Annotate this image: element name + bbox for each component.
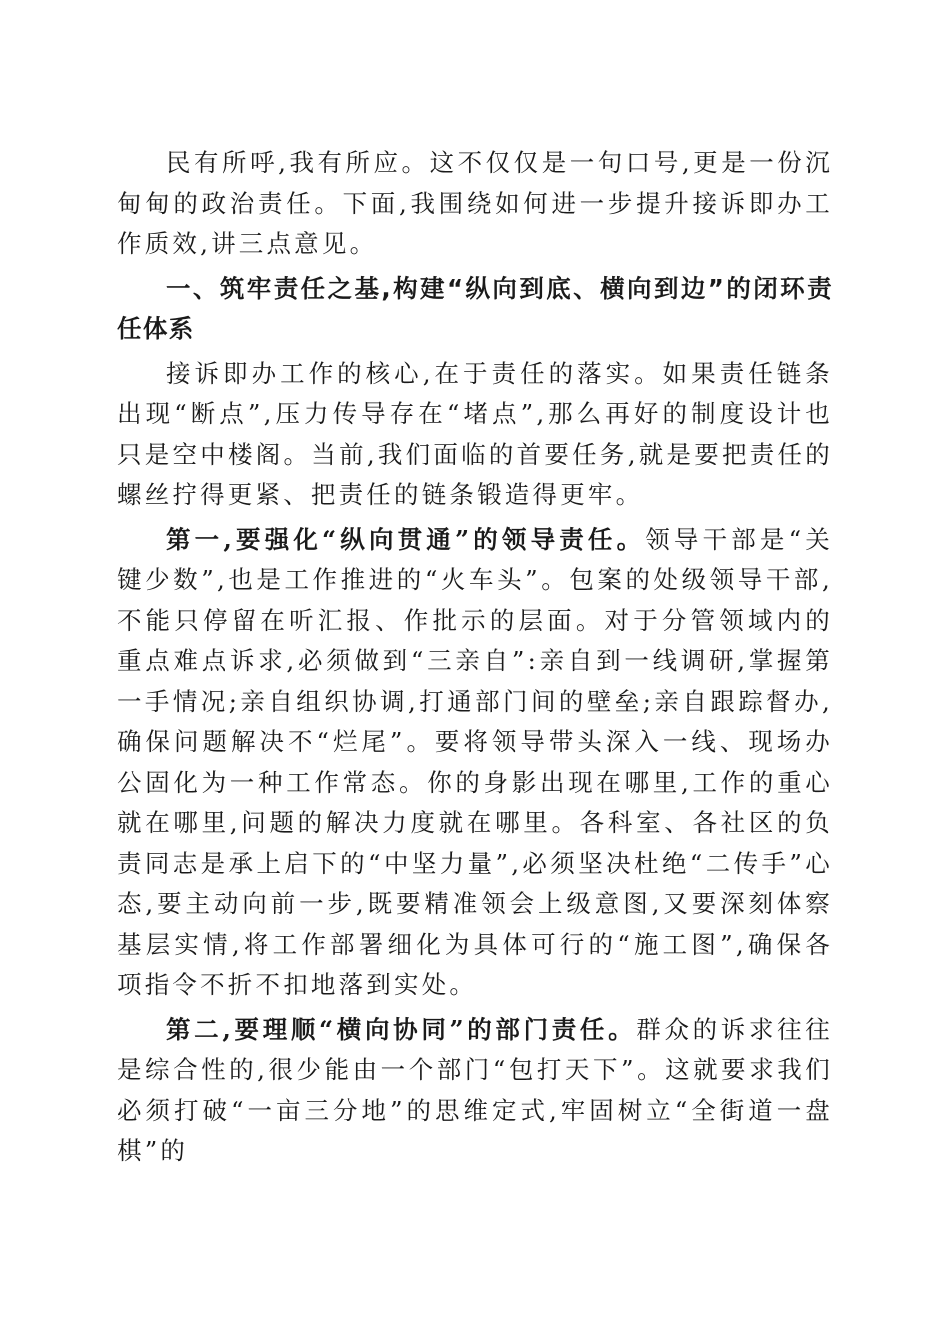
- point-1-lead: 第一,要强化“纵向贯通”的领导责任。: [166, 524, 646, 554]
- point-1-body: 领导干部是“关键少数”,也是工作推进的“火车头”。包案的处级领导干部,不能只停留在听汇报、作批示的层面。对于分管领域内的重点难点诉求,必须做到“三亲自”:亲自到一线调研,掌握第一手情况;亲自组织协调,打通部门间的壁垒;亲自跟踪督办,确保问题解决不“烂尾”。要将领导带头深入一线、现场办公固化为一种工作常态。你的身影出现在哪里,工作的重心就在哪里,问题的解决力度就在哪里。各科室、各社区的负责同志是承上启下的“中坚力量”,必须坚决杜绝“二传手”心态,要主动向前一步,既要精准领会上级意图,又要深刻体察基层实情,将工作部署细化为具体可行的“施工图”,确保各项指令不折不扣地落到实处。: [117, 524, 833, 999]
- point-2-body: 群众的诉求往往是综合性的,很少能由一个部门“包打天下”。这就要求我们必须打破“一亩三分地”的思维定式,牢固树立“全街道一盘棋”的: [117, 1014, 834, 1165]
- point-1-paragraph: [117, 520, 833, 1006]
- section-heading-1: 一、筑牢责任之基,构建“纵向到底、横向到边”的闭环责任体系: [117, 273, 833, 343]
- point-2-paragraph: [117, 1010, 833, 1172]
- intro-paragraph: 民有所呼,我有所应。这不仅仅是一句口号,更是一份沉甸甸的政治责任。下面,我围绕如何进一步提升接诉即办工作质效,讲三点意见。: [117, 148, 833, 258]
- document-body: [117, 143, 833, 1176]
- section-1-paragraph: 接诉即办工作的核心,在于责任的落实。如果责任链条出现“断点”,压力传导存在“堵点”,那么再好的制度设计也只是空中楼阁。当前,我们面临的首要任务,就是要把责任的螺丝拧得更紧、把责任的链条锻造得更牢。: [117, 358, 833, 509]
- point-2-lead: 第二,要理顺“横向协同”的部门责任。: [166, 1014, 637, 1044]
